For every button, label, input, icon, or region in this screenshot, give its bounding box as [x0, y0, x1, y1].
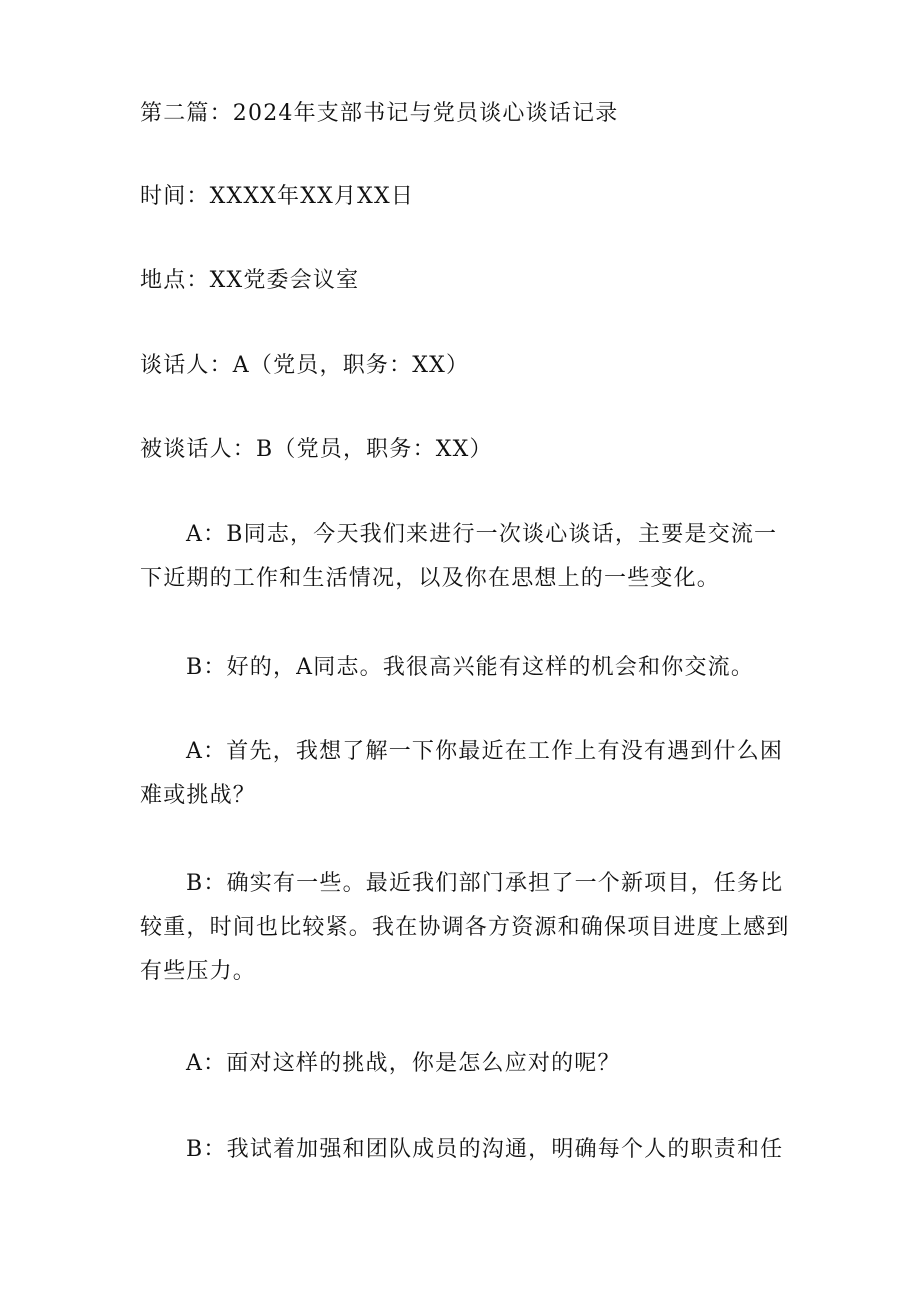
dialogue-paragraph-6: B：我试着加强和团队成员的沟通，明确每个人的职责和任 — [186, 1137, 784, 1162]
speaker-info: 谈话人：A（党员，职务：XX） — [140, 353, 470, 378]
listener-info: 被谈话人：B（党员，职务：XX） — [140, 437, 493, 462]
meeting-time: 时间：XXXX年XX月XX日 — [140, 184, 415, 209]
dialogue-paragraph-1: A：B同志，今天我们来进行一次谈心谈话，主要是交流一下近期的工作和生活情况，以及你在思想上的一些变化。 — [140, 522, 778, 591]
dialogue-paragraph-3: A：首先，我想了解一下你最近在工作上有没有遇到什么困难或挑战？ — [140, 739, 784, 808]
meeting-place: 地点：XX党委会议室 — [140, 268, 360, 293]
dialogue-paragraph-4: B：确实有一些。最近我们部门承担了一个新项目，任务比较重，时间也比较紧。我在协调各方资源和确保项目进度上感到有些压力。 — [140, 871, 790, 984]
document-title: 第二篇：2024年支部书记与党员谈心谈话记录 — [140, 101, 619, 126]
dialogue-paragraph-2: B：好的，A同志。我很高兴能有这样的机会和你交流。 — [186, 655, 755, 680]
dialogue-paragraph-5: A：面对这样的挑战，你是怎么应对的呢？ — [186, 1051, 621, 1076]
